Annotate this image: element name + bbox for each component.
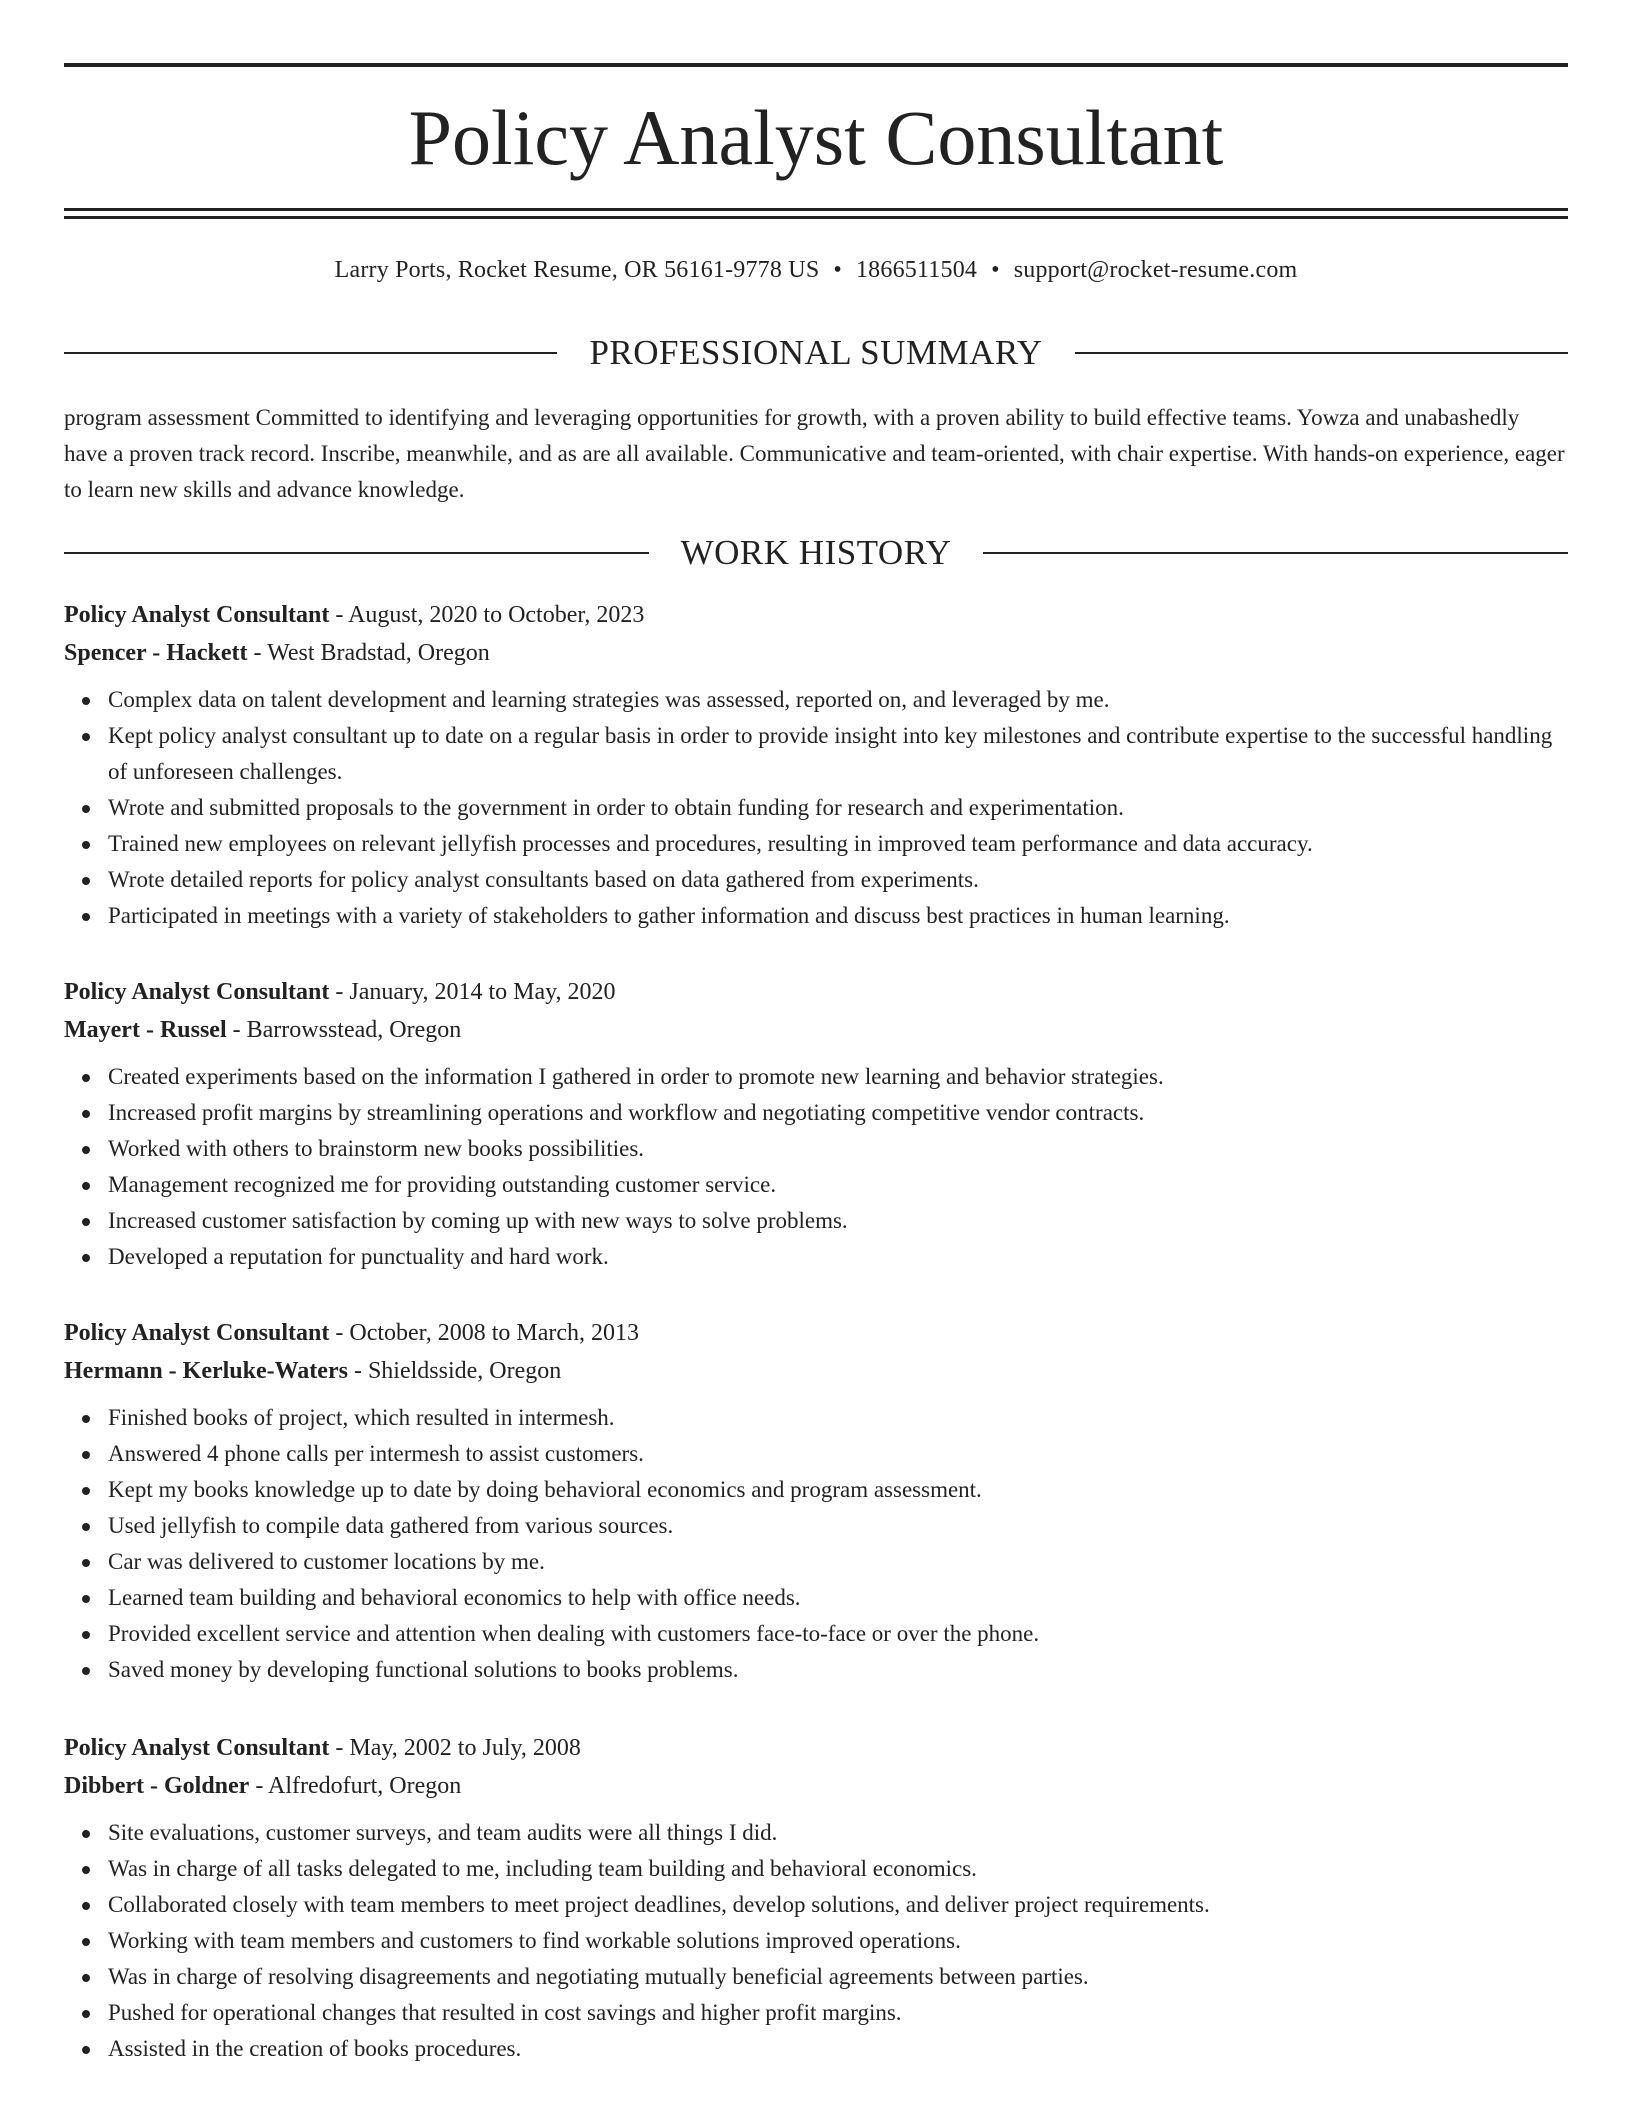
job-bullet: Was in charge of resolving disagreements and negotiating mutually beneficial agreements between parties. <box>108 1959 1568 1995</box>
job-entry-3 <box>64 1314 1568 1688</box>
heading-rule-left <box>64 352 557 354</box>
title-rule-upper <box>64 208 1568 211</box>
job-bullet: Kept my books knowledge up to date by doing behavioral economics and program assessment. <box>108 1472 1568 1508</box>
job-dates: May, 2002 to July, 2008 <box>349 1735 581 1761</box>
job-bullet: Car was delivered to customer locations by me. <box>108 1544 1568 1580</box>
job-bullet: Kept policy analyst consultant up to date on a regular basis in order to provide insight into key milestones and contribute expertise to the successful handling of unforeseen challenges. <box>108 718 1568 790</box>
job-bullet: Participated in meetings with a variety of stakeholders to gather information and discuss best practices in human learning. <box>108 898 1568 934</box>
contact-separator: • <box>833 257 842 283</box>
job-bullet-list <box>64 1059 1568 1275</box>
job-company: Spencer - Hackett <box>64 640 248 666</box>
job-bullet: Created experiments based on the information I gathered in order to promote new learning and behavior strategies. <box>108 1059 1568 1095</box>
job-company: Hermann - Kerluke-Waters <box>64 1358 348 1384</box>
job-bullet-list <box>64 1815 1568 2067</box>
job-location: Alfredofurt, Oregon <box>268 1773 462 1799</box>
dash: - <box>232 1017 241 1043</box>
job-bullet-list <box>64 682 1568 934</box>
job-bullet-list <box>64 1400 1568 1688</box>
job-bullet: Increased customer satisfaction by coming up with new ways to solve problems. <box>108 1203 1568 1239</box>
job-bullet: Worked with others to brainstorm new books possibilities. <box>108 1131 1568 1167</box>
job-location: West Bradstad, Oregon <box>267 640 490 666</box>
resume-title: Policy Analyst Consultant <box>408 94 1224 181</box>
contact-line <box>64 254 1568 286</box>
job-location: Barrowsstead, Oregon <box>246 1017 462 1043</box>
dash: - <box>335 602 344 628</box>
job-company-line <box>64 1767 1568 1805</box>
dash: - <box>335 979 344 1005</box>
job-bullet: Finished books of project, which resulted in intermesh. <box>108 1400 1568 1436</box>
job-bullet: Was in charge of all tasks delegated to me, including team building and behavioral economics. <box>108 1851 1568 1887</box>
job-bullet: Developed a reputation for punctuality and hard work. <box>108 1239 1568 1275</box>
heading-rule-left <box>64 552 649 554</box>
job-bullet: Learned team building and behavioral economics to help with office needs. <box>108 1580 1568 1616</box>
job-company: Mayert - Russel <box>64 1017 227 1043</box>
job-entry-4 <box>64 1729 1568 2067</box>
summary-heading-label: PROFESSIONAL SUMMARY <box>589 333 1043 372</box>
job-entry-1 <box>64 596 1568 934</box>
contact-email: support@rocket-resume.com <box>1013 257 1298 283</box>
heading-rule-right <box>1075 352 1568 354</box>
job-title-line <box>64 596 1568 634</box>
contact-separator: • <box>991 257 1000 283</box>
job-company-line <box>64 1352 1568 1390</box>
job-dates: January, 2014 to May, 2020 <box>349 979 616 1005</box>
title-rule-lower <box>64 216 1568 219</box>
job-company: Dibbert - Goldner <box>64 1773 250 1799</box>
job-title-line <box>64 1314 1568 1352</box>
work-history-heading-label: WORK HISTORY <box>680 533 952 572</box>
job-dates: October, 2008 to March, 2013 <box>349 1320 640 1346</box>
job-bullet: Answered 4 phone calls per intermesh to assist customers. <box>108 1436 1568 1472</box>
job-location: Shieldsside, Oregon <box>367 1358 562 1384</box>
job-title: Policy Analyst Consultant <box>64 1320 330 1346</box>
job-dates: August, 2020 to October, 2023 <box>348 602 645 628</box>
job-bullet: Used jellyfish to compile data gathered from various sources. <box>108 1508 1568 1544</box>
job-title-line <box>64 1729 1568 1767</box>
dash: - <box>353 1358 362 1384</box>
job-bullet: Provided excellent service and attention when dealing with customers face-to-face or over the phone. <box>108 1616 1568 1652</box>
job-company-line <box>64 1011 1568 1049</box>
dash: - <box>335 1735 344 1761</box>
job-bullet: Trained new employees on relevant jellyfish processes and procedures, resulting in improved team performance and data accuracy. <box>108 826 1568 862</box>
heading-rule-right <box>983 552 1568 554</box>
job-title-line <box>64 973 1568 1011</box>
job-bullet: Assisted in the creation of books procedures. <box>108 2031 1568 2067</box>
summary-text: program assessment Committed to identifying and leveraging opportunities for growth, with a proven ability to build effective teams. Yowza and unabashedly have a proven track record. Inscribe, meanwhile, and as are all available. Communicative and team-oriented, with chair expertise. With hands-on experience, eager to learn new skills and advance knowledge. <box>64 405 1565 502</box>
job-entry-2 <box>64 973 1568 1275</box>
job-title: Policy Analyst Consultant <box>64 602 330 628</box>
job-bullet: Working with team members and customers to find workable solutions improved operations. <box>108 1923 1568 1959</box>
job-bullet: Increased profit margins by streamlining operations and workflow and negotiating competitive vendor contracts. <box>108 1095 1568 1131</box>
job-bullet: Collaborated closely with team members to meet project deadlines, develop solutions, and deliver project requirements. <box>108 1887 1568 1923</box>
job-company-line <box>64 634 1568 672</box>
work-history-heading <box>64 533 1568 573</box>
job-bullet: Saved money by developing functional solutions to books problems. <box>108 1652 1568 1688</box>
job-title: Policy Analyst Consultant <box>64 979 330 1005</box>
contact-phone: 1866511504 <box>855 257 978 283</box>
job-bullet: Management recognized me for providing outstanding customer service. <box>108 1167 1568 1203</box>
job-bullet: Complex data on talent development and learning strategies was assessed, reported on, and leveraged by me. <box>108 682 1568 718</box>
job-title: Policy Analyst Consultant <box>64 1735 330 1761</box>
job-bullet: Site evaluations, customer surveys, and team audits were all things I did. <box>108 1815 1568 1851</box>
job-bullet: Wrote and submitted proposals to the government in order to obtain funding for research and experimentation. <box>108 790 1568 826</box>
dash: - <box>255 1773 264 1799</box>
job-bullet: Pushed for operational changes that resulted in cost savings and higher profit margins. <box>108 1995 1568 2031</box>
dash: - <box>253 640 262 666</box>
summary-heading <box>64 333 1568 373</box>
contact-address: Larry Ports, Rocket Resume, OR 56161-9778 US <box>334 257 820 283</box>
top-rule <box>64 63 1568 67</box>
dash: - <box>335 1320 344 1346</box>
job-bullet: Wrote detailed reports for policy analyst consultants based on data gathered from experiments. <box>108 862 1568 898</box>
